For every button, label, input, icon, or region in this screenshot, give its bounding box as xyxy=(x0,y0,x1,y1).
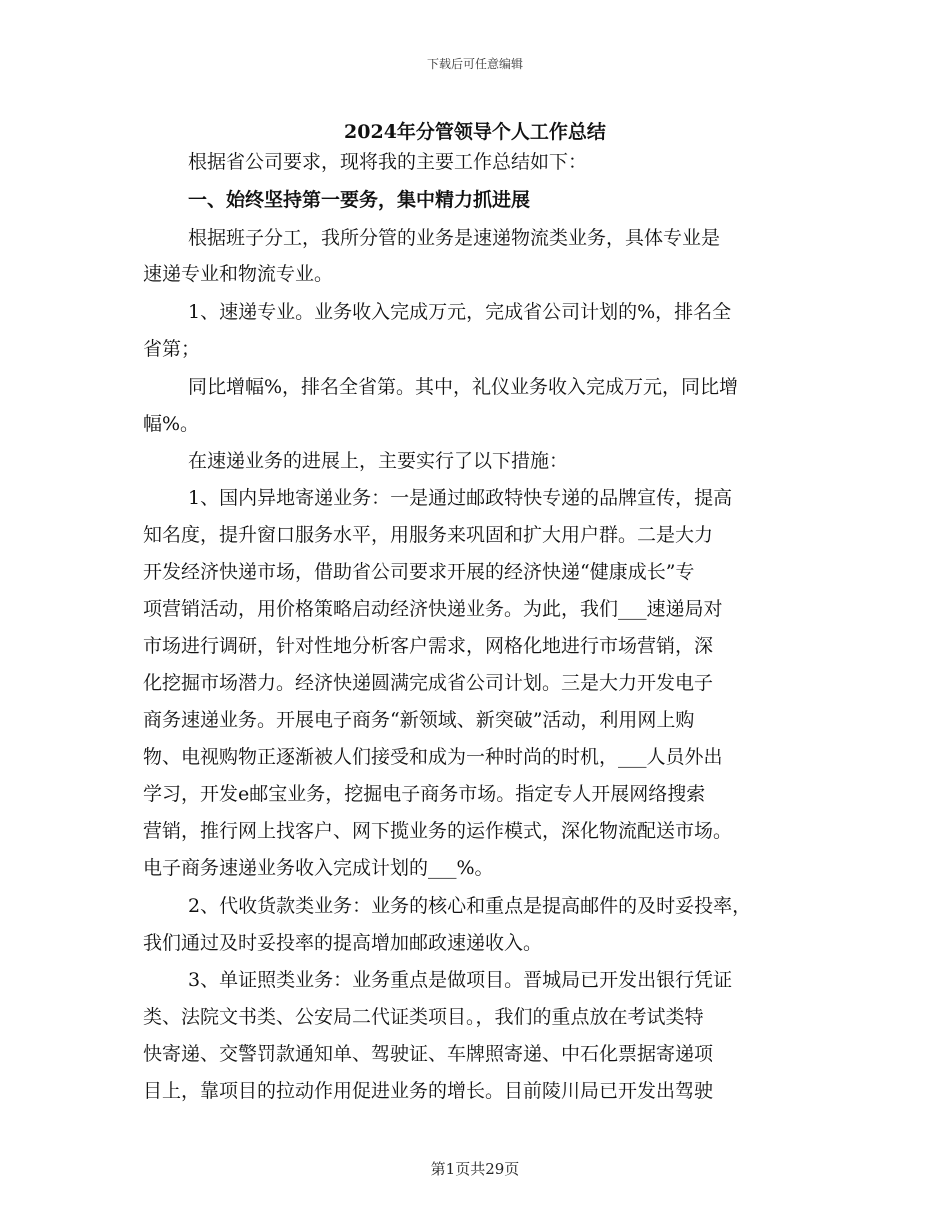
body-line: 在速递业务的进展上，主要实行了以下措施： xyxy=(188,450,569,472)
page-footer: 第1页共29页 xyxy=(430,1160,520,1178)
body-line: 目上，靠项目的拉动作用促进业务的增长。目前陵川局已开发出驾驶 xyxy=(143,1080,714,1102)
body-line: 根据省公司要求，现将我的主要工作总结如下： xyxy=(188,151,588,173)
body-line: 营销，推行网上找客户、网下揽业务的运作模式，深化物流配送市场。 xyxy=(143,820,733,842)
body-line: 开发经济快递市场，借助省公司要求开展的经济快递“健康成长”专 xyxy=(143,561,695,583)
body-line: 1、速递专业。业务收入完成万元，完成省公司计划的%，排名全 xyxy=(188,301,732,323)
body-line: 我们通过及时妥投率的提高增加邮政速递收入。 xyxy=(143,932,543,954)
body-line: 电子商务速递业务收入完成计划的___%。 xyxy=(143,857,494,879)
section-heading: 一、始终坚持第一要务，集中精力抓进展 xyxy=(188,189,531,211)
body-line: 快寄递、交警罚款通知单、驾驶证、车牌照寄递、中石化票据寄递项 xyxy=(143,1043,714,1065)
body-line: 根据班子分工，我所分管的业务是速递物流类业务，具体专业是 xyxy=(188,227,721,249)
body-line: 省第； xyxy=(143,338,201,360)
body-line: 知名度，提升窗口服务水平，用服务来巩固和扩大用户群。二是大力 xyxy=(143,524,714,546)
page-header: 下载后可任意编辑 xyxy=(426,57,523,71)
body-line: 1、国内异地寄递业务：一是通过邮政特快专递的品牌宣传，提高 xyxy=(188,487,733,509)
body-line: 同比增幅%，排名全省第。其中，礼仪业务收入完成万元，同比增 xyxy=(188,376,739,398)
body-line: 幅%。 xyxy=(143,413,200,435)
body-line: 化挖掘市场潜力。经济快递圆满完成省公司计划。三是大力开发电子 xyxy=(143,672,714,694)
body-line: 物、电视购物正逐渐被人们接受和成为一种时尚的时机，___人员外出 xyxy=(143,746,723,768)
body-line: 类、法院文书类、公安局二代证类项目。，我们的重点放在考试类特 xyxy=(143,1006,704,1028)
body-line: 项营销活动，用价格策略启动经济快递业务。为此，我们___速递局对 xyxy=(143,598,723,620)
body-line: 学习，开发e邮宝业务，挖掘电子商务市场。指定专人开展网络搜索 xyxy=(143,783,706,805)
body-line: 市场进行调研，针对性地分析客户需求，网格化地进行市场营销，深 xyxy=(143,635,714,657)
body-line: 3、单证照类业务：业务重点是做项目。晋城局已开发出银行凭证 xyxy=(188,969,733,991)
body-line: 2、代收货款类业务：业务的核心和重点是提高邮件的及时妥投率， xyxy=(188,895,752,917)
document-title: 2024年分管领导个人工作总结 xyxy=(344,121,606,143)
body-line: 速递专业和物流专业。 xyxy=(143,263,334,285)
body-line: 商务速递业务。开展电子商务“新领域、新突破”活动，利用网上购 xyxy=(143,709,695,731)
